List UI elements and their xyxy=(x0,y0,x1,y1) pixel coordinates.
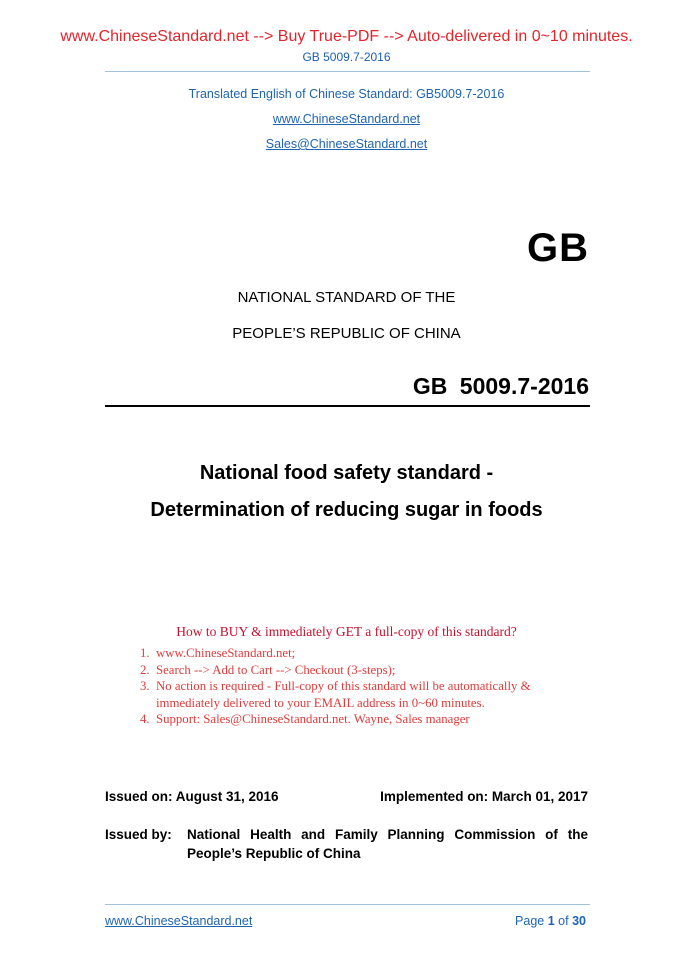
howto-step: 4. Support: Sales@ChineseStandard.net. Wayne, Sales manager xyxy=(140,712,470,726)
issued-by xyxy=(105,825,588,863)
email-link-wrapper xyxy=(0,137,693,151)
title-line-1: National food safety standard - xyxy=(199,462,494,484)
header-standard-code: GB 5009.7-2016 xyxy=(302,50,391,64)
implemented-date: Implemented on: March 01, 2017 xyxy=(380,789,588,804)
email-link[interactable]: Sales@ChineseStandard.net xyxy=(265,137,428,151)
dates-row xyxy=(105,789,588,804)
standard-number: GB 5009.7-2016 xyxy=(412,373,589,399)
footer-website-wrapper xyxy=(105,914,252,928)
howto-heading: How to BUY & immediately GET a full-copy of this standard? xyxy=(176,624,517,639)
website-link[interactable]: www.ChineseStandard.net xyxy=(272,112,421,126)
footer-website-link[interactable]: www.ChineseStandard.net xyxy=(105,914,253,928)
issued-by-label: Issued by: xyxy=(105,827,172,842)
page-total: 30 xyxy=(572,914,586,928)
title-divider xyxy=(105,405,590,407)
header-divider xyxy=(105,71,590,72)
issued-by-text: National Health and Family Planning Commission of the People’s Republic of China xyxy=(187,827,588,861)
howto-step: 1. www.ChineseStandard.net; xyxy=(140,646,296,660)
authority-line-1: NATIONAL STANDARD OF THE xyxy=(237,289,456,306)
howto-step: 2. Search --> Add to Cart --> Checkout (3-steps); xyxy=(140,662,396,677)
howto-steps xyxy=(140,645,580,728)
website-link-wrapper xyxy=(0,112,693,126)
footer-divider xyxy=(105,904,590,905)
issued-date: Issued on: August 31, 2016 xyxy=(105,789,279,804)
gb-mark: GB xyxy=(527,226,589,270)
authority-line-2: PEOPLE’S REPUBLIC OF CHINA xyxy=(232,325,461,342)
page-current: 1 xyxy=(547,914,555,928)
howto-step: 3. No action is required - Full-copy of this standard will be automatically & immediately delivered to your EMAIL address in 0~60 minutes. xyxy=(140,679,531,710)
translation-note: Translated English of Chinese Standard: GB5009.7-2016 xyxy=(188,87,505,101)
title-line-2: Determination of reducing sugar in foods xyxy=(150,499,543,521)
promo-banner[interactable]: www.ChineseStandard.net --> Buy True-PDF --> Auto-delivered in 0~10 minutes. xyxy=(60,28,633,45)
page-indicator: Page 1 of 30 xyxy=(515,914,586,928)
